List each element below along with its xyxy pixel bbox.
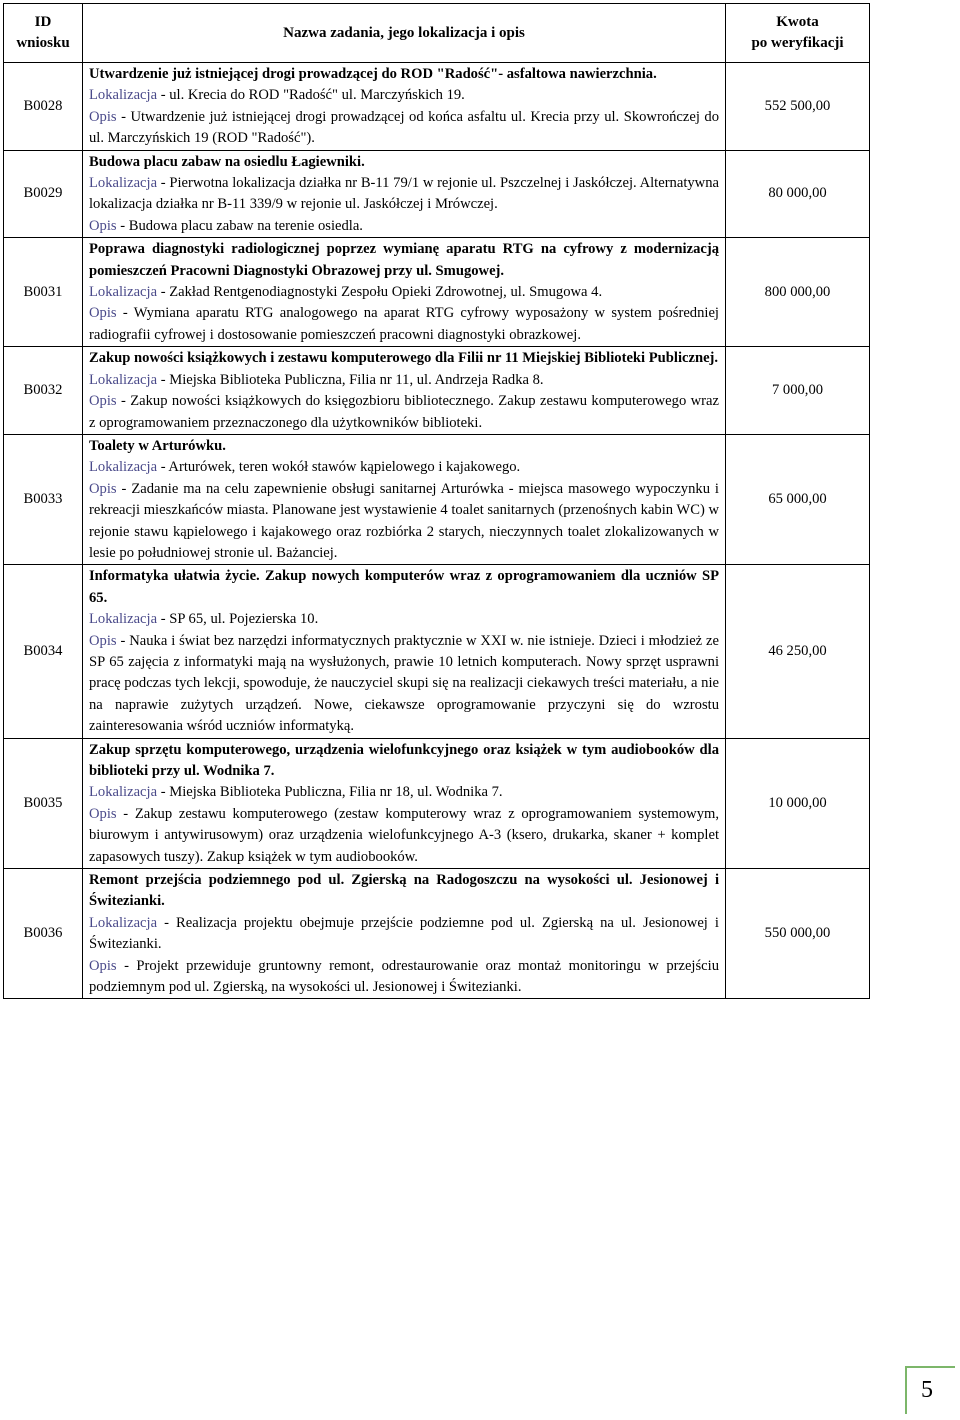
row-location [89, 782, 719, 803]
row-id: B0033 [4, 434, 83, 564]
row-id: B0029 [4, 150, 83, 238]
location-label: Lokalizacja [89, 87, 158, 104]
row-amount: 552 500,00 [726, 63, 870, 151]
projects-table [3, 3, 870, 999]
location-value: - Miejska Biblioteka Publiczna, Filia nr 11, ul. Andrzeja Radka 8. [157, 371, 544, 388]
row-opis [89, 479, 719, 565]
row-description-cell [83, 434, 726, 564]
row-location [89, 609, 719, 630]
table-header-row [4, 4, 870, 63]
row-id: B0034 [4, 565, 83, 738]
row-title: Informatyka ułatwia życie. Zakup nowych komputerów wraz z oprogramowaniem dla uczniów SP 65. [89, 568, 719, 606]
row-location [89, 282, 719, 303]
row-amount: 46 250,00 [726, 565, 870, 738]
row-title: Zakup sprzętu komputerowego, urządzenia wielofunkcyjnego oraz książek w tym audiobooków dla biblioteki przy ul. Wodnika 7. [89, 741, 719, 779]
description-label: Opis [89, 217, 117, 234]
page-number: 5 [921, 1377, 933, 1403]
row-description-cell [83, 63, 726, 151]
description-label: Opis [89, 305, 117, 322]
description-label: Opis [89, 805, 117, 822]
row-opis [89, 216, 719, 237]
row-description-cell [83, 347, 726, 435]
page-box-vertical-rule [905, 1366, 907, 1414]
row-description-cell [83, 150, 726, 238]
location-value: - Miejska Biblioteka Publiczna, Filia nr 18, ul. Wodnika 7. [157, 784, 503, 801]
header-amount-line1: Kwota [776, 14, 819, 30]
location-label: Lokalizacja [89, 611, 158, 628]
row-description-cell [83, 238, 726, 347]
description-label: Opis [89, 632, 117, 649]
row-location [89, 173, 719, 216]
table-row-b0028 [4, 63, 870, 151]
description-value: - Projekt przewiduje gruntowny remont, odrestaurowanie oraz montaż monitoringu w przejściu podziemnym pod ul. Zgierską, na wysokości ul. Jesionowej i Świtezianki. [89, 957, 719, 996]
row-location [89, 370, 719, 391]
row-location [89, 85, 719, 106]
row-id: B0031 [4, 238, 83, 347]
table-row-b0033 [4, 434, 870, 564]
description-value: - Utwardzenie już istniejącej drogi prowadzącej od końca asfaltu ul. Krecia przy ul. Skowrończej do ul. Marczyńskich 19 (ROD "Radość"). [89, 108, 719, 147]
table-row-b0036 [4, 869, 870, 999]
row-id: B0032 [4, 347, 83, 435]
row-title: Utwardzenie już istniejącej drogi prowadzącej do ROD "Radość"- asfaltowa nawierzchnia. [89, 66, 657, 82]
table-row-b0034 [4, 565, 870, 738]
row-title: Remont przejścia podziemnego pod ul. Zgierską na Radogoszczu na wysokości ul. Jesionowej i Świtezianki. [89, 872, 719, 910]
row-amount: 65 000,00 [726, 434, 870, 564]
row-description-cell [83, 738, 726, 868]
description-label: Opis [89, 108, 117, 125]
header-description: Nazwa zadania, jego lokalizacja i opis [83, 4, 726, 63]
row-amount: 550 000,00 [726, 869, 870, 999]
location-label: Lokalizacja [89, 175, 158, 192]
description-value: - Zadanie ma na celu zapewnienie obsługi sanitarnej Arturówka - miejsca masowego wypoczynku i rekreacji mieszkańców miasta. Planowane jest wystawienie 4 toalet sanitarnych (przenośnych kabin WC) w rejonie stawu kąpielowego i kajakowego oraz rozbiórka 2 starych, nieczynnych toalet zlokalizowanych w lesie po południowej stronie ul. Bażanciej. [89, 480, 719, 561]
row-title: Poprawa diagnostyki radiologicznej poprzez wymianę aparatu RTG na cyfrowy z modernizacją pomieszczeń Pracowni Diagnostyki Obrazowej przy ul. Smugowej. [89, 241, 719, 279]
description-value: - Wymiana aparatu RTG analogowego na aparat RTG cyfrowy wyposażony w system pośredniej radiografii cyfrowej i dostosowanie pomieszczeń pracowni diagnostyki obrazkowej. [89, 305, 719, 343]
header-amount [726, 4, 870, 63]
row-amount: 7 000,00 [726, 347, 870, 435]
row-title: Budowa placu zabaw na osiedlu Łagiewniki. [89, 153, 365, 170]
header-id [4, 4, 83, 63]
row-title: Zakup nowości książkowych i zestawu komputerowego dla Filii nr 11 Miejskiej Biblioteki Publicznej. [89, 350, 719, 367]
description-value: - Zakup zestawu komputerowego (zestaw komputerowy wraz z oprogramowaniem systemowym, biurowym i antywirusowym) oraz urządzenia wielofunkcyjnego A-3 (ksero, drukarka, skaner + komplet zapasowych tuszy). Zakup książek w tym audiobooków. [89, 805, 719, 865]
location-label: Lokalizacja [89, 459, 158, 476]
location-value: - Realizacja projektu obejmuje przejście podziemne pod ul. Zgierską na ul. Jesionowej i Świtezianki. [89, 914, 719, 953]
location-value: - Zakład Rentgenodiagnostyki Zespołu Opieki Zdrowotnej, ul. Smugowa 4. [157, 284, 603, 301]
header-amount-line2: po weryfikacji [751, 35, 844, 51]
location-label: Lokalizacja [89, 284, 158, 301]
row-opis [89, 956, 719, 999]
location-value: - Arturówek, teren wokół stawów kąpielowego i kajakowego. [157, 459, 521, 476]
description-label: Opis [89, 480, 117, 497]
location-value: - SP 65, ul. Pojezierska 10. [157, 611, 319, 628]
row-opis [89, 804, 719, 868]
description-label: Opis [89, 957, 117, 974]
location-label: Lokalizacja [89, 784, 158, 801]
description-value: - Budowa placu zabaw na terenie osiedla. [116, 217, 363, 234]
row-amount: 10 000,00 [726, 738, 870, 868]
table-row-b0031 [4, 238, 870, 347]
page-box-horizontal-rule [905, 1366, 955, 1368]
row-location [89, 913, 719, 956]
row-description-cell [83, 869, 726, 999]
row-opis [89, 631, 719, 738]
table-row-b0035 [4, 738, 870, 868]
location-value: - Pierwotna lokalizacja działka nr B-11 79/1 w rejonie ul. Pszczelnej i Jaskółczej. Alternatywna lokalizacja działka nr B-11 339/9 w rejonie ul. Jaskółczej i Mrówczej. [89, 175, 719, 213]
description-label: Opis [89, 393, 117, 410]
description-value: - Nauka i świat bez narzędzi informatycznych praktycznie w XXI w. nie istnieje. Dzieci i młodzież ze SP 65 zajęcia z informatyki mają na wysłużonych, prawie 10 letnich komputerach. Nowy sprzęt usprawni pracę podczas tych lekcji, spowoduje, że nauczyciel skupi się na realizacji ciekawych treści materiału, a nie na naprawie zużytych urządzeń. Nowe, ciekawsze oprogramowanie przyczyni się do wzrostu zainteresowania wśród uczniów informatyką. [89, 632, 719, 735]
row-id: B0036 [4, 869, 83, 999]
page-number-box [905, 1366, 955, 1414]
row-opis [89, 303, 719, 346]
row-id: B0028 [4, 63, 83, 151]
description-value: - Zakup nowości książkowych do księgozbioru bibliotecznego. Zakup zestawu komputerowego wraz z oprogramowaniem przeznaczonego dla użytkowników biblioteki. [89, 393, 719, 431]
row-amount: 80 000,00 [726, 150, 870, 238]
row-title: Toalety w Arturówku. [89, 437, 226, 454]
header-id-line1: ID [34, 14, 52, 30]
location-value: - ul. Krecia do ROD "Radość" ul. Marczyńskich 19. [157, 87, 465, 104]
row-description-cell [83, 565, 726, 738]
row-opis [89, 391, 719, 434]
row-amount: 800 000,00 [726, 238, 870, 347]
table-row-b0032 [4, 347, 870, 435]
header-id-line2: wniosku [16, 35, 70, 51]
row-location [89, 457, 719, 478]
table-row-b0029 [4, 150, 870, 238]
location-label: Lokalizacja [89, 371, 158, 388]
row-id: B0035 [4, 738, 83, 868]
row-opis [89, 107, 719, 150]
location-label: Lokalizacja [89, 914, 158, 931]
